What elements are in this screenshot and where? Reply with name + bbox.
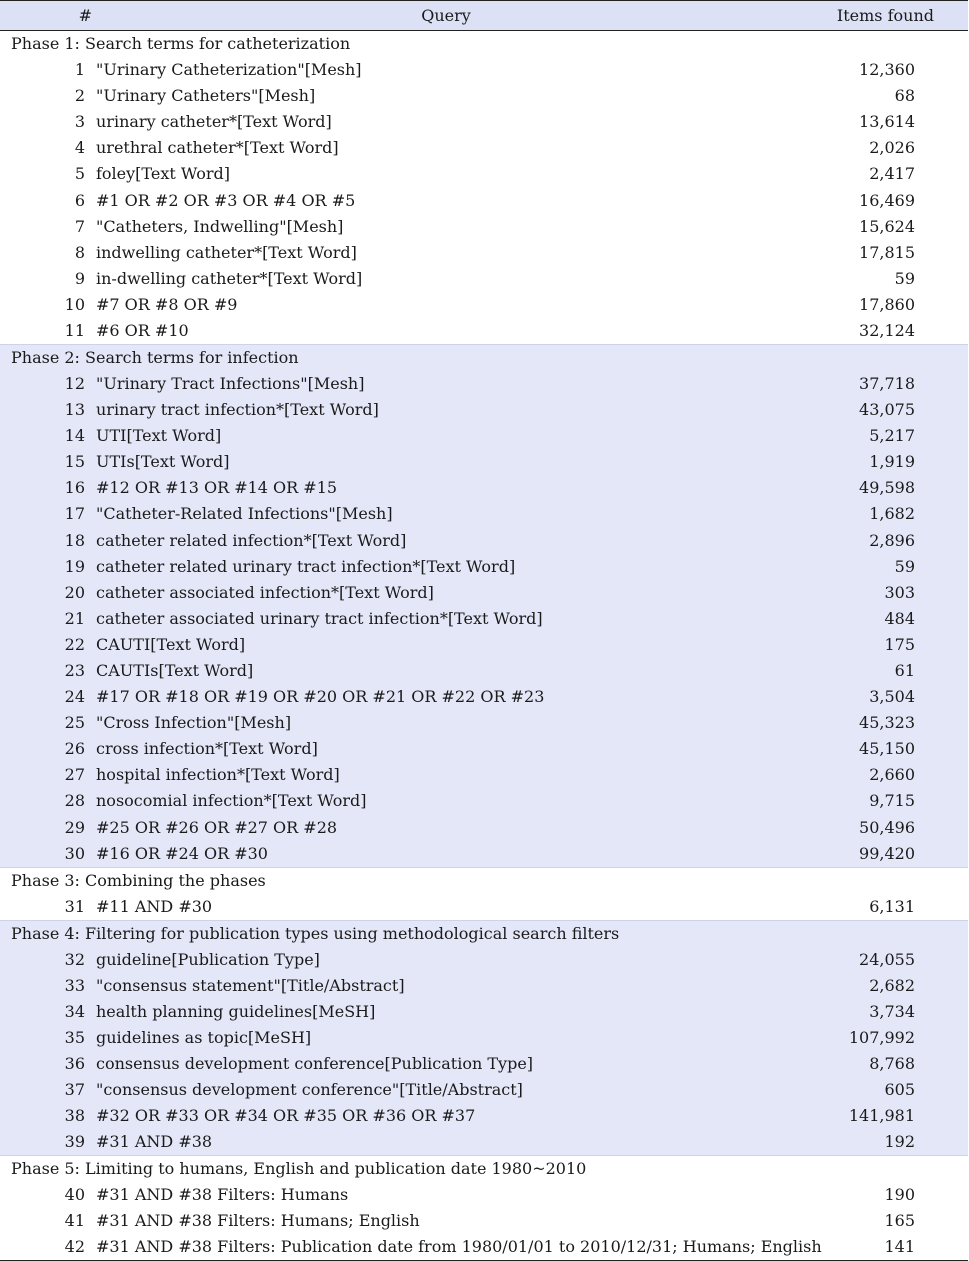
query-text: CAUTIs[Text Word] bbox=[96, 658, 796, 684]
table-row bbox=[0, 1129, 968, 1156]
table-row bbox=[0, 1234, 968, 1261]
phase-title: Phase 3: Combining the phases bbox=[11, 870, 266, 890]
query-text: #32 OR #33 OR #34 OR #35 OR #36 OR #37 bbox=[96, 1103, 796, 1129]
items-found: 175 bbox=[796, 632, 968, 658]
query-text: #31 AND #38 Filters: Publication date from 1980/01/01 to 2010/12/31; Humans; English bbox=[96, 1237, 822, 1257]
query-text: #16 OR #24 OR #30 bbox=[96, 841, 796, 868]
row-number: 7 bbox=[74, 216, 85, 236]
items-found: 165 bbox=[884, 1211, 915, 1231]
phase-title: Phase 2: Search terms for infection bbox=[0, 344, 968, 371]
items-found: 13,614 bbox=[859, 112, 915, 132]
row-number: 19 bbox=[0, 554, 96, 580]
row-number: 25 bbox=[0, 710, 96, 736]
table-row bbox=[0, 1077, 968, 1103]
items-found: 141 bbox=[884, 1237, 915, 1257]
query-text: #31 AND #38 bbox=[96, 1129, 796, 1156]
phase-title: Phase 1: Search terms for catheterization bbox=[11, 34, 351, 53]
row-number: 1 bbox=[74, 60, 85, 80]
query-text: "Cross Infection"[Mesh] bbox=[96, 710, 796, 736]
items-found: 6,131 bbox=[869, 896, 915, 916]
phase-header-row bbox=[0, 1156, 968, 1183]
row-number: 37 bbox=[0, 1077, 96, 1103]
items-found: 15,624 bbox=[859, 216, 915, 236]
items-found: 50,496 bbox=[796, 815, 968, 841]
table-row bbox=[0, 1051, 968, 1077]
query-text: cross infection*[Text Word] bbox=[96, 736, 796, 762]
items-found: 2,417 bbox=[869, 164, 915, 184]
query-text: "Urinary Catheters"[Mesh] bbox=[96, 86, 316, 106]
table-row bbox=[0, 1103, 968, 1129]
row-number: 22 bbox=[0, 632, 96, 658]
row-number: 11 bbox=[64, 320, 85, 340]
query-text: nosocomial infection*[Text Word] bbox=[96, 788, 796, 814]
query-text: UTIs[Text Word] bbox=[96, 449, 796, 475]
phase-header-row bbox=[0, 920, 968, 947]
row-number: 23 bbox=[0, 658, 96, 684]
phase-header-row bbox=[0, 344, 968, 371]
table-row bbox=[0, 214, 968, 240]
items-found: 107,992 bbox=[796, 1025, 968, 1051]
query-text: #7 OR #8 OR #9 bbox=[96, 294, 238, 314]
items-found: 9,715 bbox=[796, 788, 968, 814]
items-found: 45,150 bbox=[796, 736, 968, 762]
items-found: 32,124 bbox=[859, 320, 915, 340]
query-text: #17 OR #18 OR #19 OR #20 OR #21 OR #22 OR #23 bbox=[96, 684, 796, 710]
query-text: "Urinary Tract Infections"[Mesh] bbox=[96, 371, 796, 397]
row-number: 24 bbox=[0, 684, 96, 710]
items-found: 68 bbox=[894, 86, 915, 106]
table-row bbox=[0, 266, 968, 292]
items-found: 12,360 bbox=[859, 60, 915, 80]
query-text: health planning guidelines[MeSH] bbox=[96, 999, 796, 1025]
row-number: 17 bbox=[0, 501, 96, 527]
items-found: 37,718 bbox=[796, 371, 968, 397]
table-row bbox=[0, 57, 968, 83]
row-number: 30 bbox=[0, 841, 96, 868]
table-row bbox=[0, 684, 968, 710]
table-row bbox=[0, 449, 968, 475]
table-row bbox=[0, 135, 968, 161]
table-row bbox=[0, 762, 968, 788]
phase-block-1 bbox=[0, 31, 968, 345]
query-text: urinary catheter*[Text Word] bbox=[96, 112, 332, 132]
table-header bbox=[0, 1, 968, 31]
query-text: consensus development conference[Publication Type] bbox=[96, 1051, 796, 1077]
table-row bbox=[0, 292, 968, 318]
row-number: 14 bbox=[0, 423, 96, 449]
table-row bbox=[0, 240, 968, 266]
items-found: 3,734 bbox=[796, 999, 968, 1025]
query-text: catheter related infection*[Text Word] bbox=[96, 528, 796, 554]
phase-block-2 bbox=[0, 344, 968, 867]
row-number: 40 bbox=[64, 1185, 85, 1205]
items-found: 61 bbox=[796, 658, 968, 684]
row-number: 12 bbox=[0, 371, 96, 397]
query-text: #1 OR #2 OR #3 OR #4 OR #5 bbox=[96, 190, 356, 210]
query-text: "consensus development conference"[Title/Abstract] bbox=[96, 1077, 796, 1103]
row-number: 35 bbox=[0, 1025, 96, 1051]
row-number: 42 bbox=[64, 1237, 85, 1257]
items-found: 605 bbox=[796, 1077, 968, 1103]
items-found: 1,919 bbox=[796, 449, 968, 475]
row-number: 4 bbox=[74, 138, 85, 158]
query-text: #31 AND #38 Filters: Humans bbox=[96, 1185, 349, 1205]
phase-block-4 bbox=[0, 920, 968, 1156]
items-found: 2,026 bbox=[869, 138, 915, 158]
row-number: 32 bbox=[0, 947, 96, 973]
table-row bbox=[0, 554, 968, 580]
query-text: in-dwelling catheter*[Text Word] bbox=[96, 268, 363, 288]
phase-title: Phase 5: Limiting to humans, English and publication date 1980~2010 bbox=[11, 1159, 587, 1179]
items-found: 45,323 bbox=[796, 710, 968, 736]
query-text: #25 OR #26 OR #27 OR #28 bbox=[96, 815, 796, 841]
row-number: 10 bbox=[64, 294, 85, 314]
items-found: 2,660 bbox=[796, 762, 968, 788]
column-header-items-found: Items found bbox=[796, 1, 968, 31]
query-text: urinary tract infection*[Text Word] bbox=[96, 397, 796, 423]
query-text: indwelling catheter*[Text Word] bbox=[96, 242, 357, 262]
table-row bbox=[0, 788, 968, 814]
row-number: 3 bbox=[74, 112, 85, 132]
query-text: foley[Text Word] bbox=[96, 164, 230, 184]
items-found: 43,075 bbox=[796, 397, 968, 423]
row-number: 31 bbox=[64, 896, 85, 916]
table-row bbox=[0, 632, 968, 658]
items-found: 303 bbox=[796, 580, 968, 606]
table-row bbox=[0, 894, 968, 921]
query-text: #12 OR #13 OR #14 OR #15 bbox=[96, 475, 796, 501]
column-header-query: Query bbox=[96, 1, 796, 31]
table-row bbox=[0, 1208, 968, 1234]
table-row bbox=[0, 501, 968, 527]
row-number: 18 bbox=[0, 528, 96, 554]
query-text: catheter associated urinary tract infection*[Text Word] bbox=[96, 606, 796, 632]
table-row bbox=[0, 161, 968, 187]
query-text: catheter associated infection*[Text Word] bbox=[96, 580, 796, 606]
items-found: 190 bbox=[884, 1185, 915, 1205]
table-row bbox=[0, 736, 968, 762]
row-number: 8 bbox=[74, 242, 85, 262]
row-number: 38 bbox=[0, 1103, 96, 1129]
phase-header-row bbox=[0, 867, 968, 894]
items-found: 59 bbox=[894, 268, 915, 288]
items-found: 16,469 bbox=[859, 190, 915, 210]
row-number: 9 bbox=[74, 268, 85, 288]
query-text: guidelines as topic[MeSH] bbox=[96, 1025, 796, 1051]
row-number: 39 bbox=[0, 1129, 96, 1156]
table-row bbox=[0, 109, 968, 135]
table-row bbox=[0, 187, 968, 213]
row-number: 5 bbox=[74, 164, 85, 184]
table-row bbox=[0, 947, 968, 973]
table-row bbox=[0, 1182, 968, 1208]
table-row bbox=[0, 606, 968, 632]
items-found: 5,217 bbox=[796, 423, 968, 449]
items-found: 59 bbox=[796, 554, 968, 580]
query-text: #11 AND #30 bbox=[96, 896, 213, 916]
phase-block-5 bbox=[0, 1156, 968, 1261]
query-text: UTI[Text Word] bbox=[96, 423, 796, 449]
phase-header-row bbox=[0, 31, 968, 58]
row-number: 15 bbox=[0, 449, 96, 475]
items-found: 2,682 bbox=[796, 973, 968, 999]
row-number: 21 bbox=[0, 606, 96, 632]
items-found: 49,598 bbox=[796, 475, 968, 501]
table-row bbox=[0, 815, 968, 841]
table-row bbox=[0, 841, 968, 868]
table-row bbox=[0, 475, 968, 501]
query-text: "Catheters, Indwelling"[Mesh] bbox=[96, 216, 344, 236]
row-number: 26 bbox=[0, 736, 96, 762]
query-text: "Catheter-Related Infections"[Mesh] bbox=[96, 501, 796, 527]
items-found: 484 bbox=[796, 606, 968, 632]
table-row bbox=[0, 1025, 968, 1051]
table-row bbox=[0, 658, 968, 684]
items-found: 141,981 bbox=[796, 1103, 968, 1129]
items-found: 17,860 bbox=[859, 294, 915, 314]
query-text: #6 OR #10 bbox=[96, 320, 189, 340]
table-row bbox=[0, 318, 968, 345]
table-row bbox=[0, 423, 968, 449]
query-text: catheter related urinary tract infection*[Text Word] bbox=[96, 554, 796, 580]
row-number: 29 bbox=[0, 815, 96, 841]
row-number: 6 bbox=[74, 190, 85, 210]
table-row bbox=[0, 397, 968, 423]
table-row bbox=[0, 83, 968, 109]
query-text: CAUTI[Text Word] bbox=[96, 632, 796, 658]
table-row bbox=[0, 528, 968, 554]
row-number: 27 bbox=[0, 762, 96, 788]
items-found: 17,815 bbox=[859, 242, 915, 262]
column-header-number: # bbox=[0, 1, 96, 31]
row-number: 20 bbox=[0, 580, 96, 606]
query-text: hospital infection*[Text Word] bbox=[96, 762, 796, 788]
query-text: "Urinary Catheterization"[Mesh] bbox=[96, 60, 362, 80]
row-number: 33 bbox=[0, 973, 96, 999]
row-number: 36 bbox=[0, 1051, 96, 1077]
table-row bbox=[0, 371, 968, 397]
items-found: 1,682 bbox=[796, 501, 968, 527]
items-found: 3,504 bbox=[796, 684, 968, 710]
header-row bbox=[0, 1, 968, 31]
table-row bbox=[0, 973, 968, 999]
items-found: 2,896 bbox=[796, 528, 968, 554]
query-text: #31 AND #38 Filters: Humans; English bbox=[96, 1211, 420, 1231]
phase-title: Phase 4: Filtering for publication types using methodological search filters bbox=[0, 920, 968, 947]
query-text: guideline[Publication Type] bbox=[96, 947, 796, 973]
query-text: urethral catheter*[Text Word] bbox=[96, 138, 339, 158]
row-number: 16 bbox=[0, 475, 96, 501]
items-found: 8,768 bbox=[796, 1051, 968, 1077]
items-found: 99,420 bbox=[796, 841, 968, 868]
row-number: 41 bbox=[64, 1211, 85, 1231]
row-number: 34 bbox=[0, 999, 96, 1025]
row-number: 13 bbox=[0, 397, 96, 423]
items-found: 192 bbox=[796, 1129, 968, 1156]
items-found: 24,055 bbox=[796, 947, 968, 973]
phase-block-3 bbox=[0, 867, 968, 920]
query-text: "consensus statement"[Title/Abstract] bbox=[96, 973, 796, 999]
row-number: 2 bbox=[74, 86, 85, 106]
table-row bbox=[0, 580, 968, 606]
table-row bbox=[0, 710, 968, 736]
row-number: 28 bbox=[0, 788, 96, 814]
table-row bbox=[0, 999, 968, 1025]
